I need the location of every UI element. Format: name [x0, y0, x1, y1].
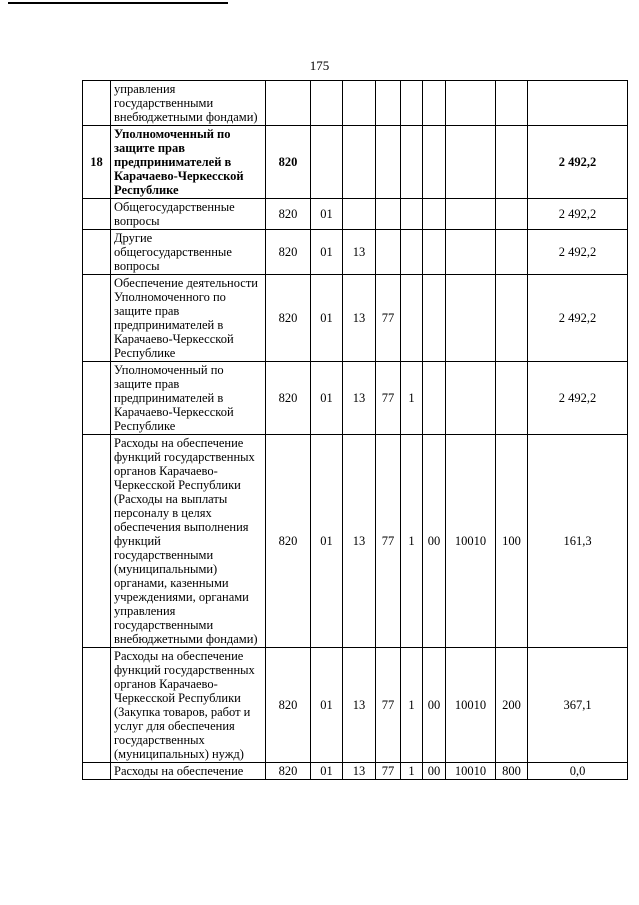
row-name: Общегосударственные вопросы	[111, 199, 266, 230]
cell-csr-2: 1	[401, 362, 423, 435]
cell-vr	[496, 199, 528, 230]
row-index	[83, 275, 111, 362]
cell-rz: 01	[311, 362, 343, 435]
cell-gr: 820	[266, 275, 311, 362]
cell-csr-1: 77	[376, 275, 401, 362]
cell-csr-2	[401, 275, 423, 362]
cell-csr-2	[401, 230, 423, 275]
cell-vr	[496, 275, 528, 362]
cell-vr: 800	[496, 763, 528, 780]
cell-pr: 13	[343, 362, 376, 435]
cell-gr: 820	[266, 435, 311, 648]
cell-rz: 01	[311, 199, 343, 230]
cell-csr-4: 10010	[446, 763, 496, 780]
cell-csr-3	[423, 230, 446, 275]
cell-rz: 01	[311, 763, 343, 780]
table-row	[83, 126, 628, 199]
cell-csr-2	[401, 81, 423, 126]
top-rule	[8, 2, 228, 4]
row-index	[83, 648, 111, 763]
table-row	[83, 230, 628, 275]
cell-vr: 200	[496, 648, 528, 763]
cell-csr-2: 1	[401, 763, 423, 780]
cell-rz: 01	[311, 648, 343, 763]
cell-sum: 2 492,2	[528, 275, 628, 362]
cell-gr	[266, 81, 311, 126]
row-name: Обеспечение деятельности Уполномоченного по защите прав предпринимателей в Карачаево-Черкесской Республике	[111, 275, 266, 362]
cell-gr: 820	[266, 230, 311, 275]
row-name: Расходы на обеспечение функций государственных органов Карачаево-Черкесской Республики (Расходы на выплаты персоналу в целях обеспечения выполнения функций государственными (муниципальными) органами, казенными учреждениями, органами управления государственными внебюджетными фондами)	[111, 435, 266, 648]
cell-sum	[528, 81, 628, 126]
cell-csr-1: 77	[376, 362, 401, 435]
row-name: Уполномоченный по защите прав предпринимателей в Карачаево-Черкесской Республике	[111, 126, 266, 199]
cell-pr: 13	[343, 275, 376, 362]
row-name: Расходы на обеспечение	[111, 763, 266, 780]
cell-sum: 2 492,2	[528, 199, 628, 230]
table-row	[83, 435, 628, 648]
cell-csr-1	[376, 126, 401, 199]
cell-csr-3	[423, 81, 446, 126]
cell-rz: 01	[311, 230, 343, 275]
cell-pr: 13	[343, 763, 376, 780]
row-index	[83, 362, 111, 435]
cell-csr-3: 00	[423, 648, 446, 763]
table-row	[83, 81, 628, 126]
cell-csr-4	[446, 362, 496, 435]
cell-csr-4: 10010	[446, 435, 496, 648]
cell-rz: 01	[311, 275, 343, 362]
row-index: 18	[83, 126, 111, 199]
cell-csr-2	[401, 126, 423, 199]
cell-gr: 820	[266, 763, 311, 780]
row-name: Другие общегосударственные вопросы	[111, 230, 266, 275]
cell-csr-1	[376, 199, 401, 230]
row-index	[83, 230, 111, 275]
cell-csr-2: 1	[401, 648, 423, 763]
budget-table	[82, 80, 628, 780]
cell-csr-4: 10010	[446, 648, 496, 763]
cell-csr-3	[423, 126, 446, 199]
row-index	[83, 199, 111, 230]
row-name: управления государственными внебюджетными фондами)	[111, 81, 266, 126]
cell-csr-2	[401, 199, 423, 230]
cell-sum: 0,0	[528, 763, 628, 780]
cell-vr	[496, 126, 528, 199]
cell-csr-3	[423, 275, 446, 362]
cell-csr-1: 77	[376, 435, 401, 648]
cell-csr-4	[446, 81, 496, 126]
table-row	[83, 763, 628, 780]
cell-csr-1	[376, 81, 401, 126]
cell-sum: 161,3	[528, 435, 628, 648]
cell-pr	[343, 81, 376, 126]
cell-gr: 820	[266, 199, 311, 230]
cell-pr: 13	[343, 435, 376, 648]
cell-csr-2: 1	[401, 435, 423, 648]
row-index	[83, 763, 111, 780]
cell-gr: 820	[266, 362, 311, 435]
row-name: Уполномоченный по защите прав предпринимателей в Карачаево-Черкесской Республике	[111, 362, 266, 435]
cell-vr	[496, 230, 528, 275]
row-index	[83, 435, 111, 648]
cell-gr: 820	[266, 648, 311, 763]
cell-pr: 13	[343, 648, 376, 763]
cell-csr-3	[423, 362, 446, 435]
cell-rz	[311, 81, 343, 126]
cell-vr: 100	[496, 435, 528, 648]
cell-vr	[496, 81, 528, 126]
cell-csr-4	[446, 126, 496, 199]
cell-csr-4	[446, 230, 496, 275]
cell-sum: 2 492,2	[528, 126, 628, 199]
cell-csr-4	[446, 275, 496, 362]
cell-pr	[343, 199, 376, 230]
cell-sum: 2 492,2	[528, 362, 628, 435]
table-row	[83, 275, 628, 362]
cell-sum: 2 492,2	[528, 230, 628, 275]
table-row	[83, 648, 628, 763]
cell-pr: 13	[343, 230, 376, 275]
cell-gr: 820	[266, 126, 311, 199]
cell-vr	[496, 362, 528, 435]
page-number: 175	[309, 58, 330, 73]
row-index	[83, 81, 111, 126]
cell-csr-4	[446, 199, 496, 230]
table-row	[83, 199, 628, 230]
cell-pr	[343, 126, 376, 199]
cell-csr-1	[376, 230, 401, 275]
cell-rz	[311, 126, 343, 199]
cell-csr-1: 77	[376, 763, 401, 780]
table-body	[83, 81, 628, 780]
cell-csr-3: 00	[423, 763, 446, 780]
cell-sum: 367,1	[528, 648, 628, 763]
cell-rz: 01	[311, 435, 343, 648]
table-row	[83, 362, 628, 435]
cell-csr-3: 00	[423, 435, 446, 648]
cell-csr-1: 77	[376, 648, 401, 763]
row-name: Расходы на обеспечение функций государственных органов Карачаево-Черкесской Республики (Закупка товаров, работ и услуг для обеспечения государственных (муниципальных) нужд)	[111, 648, 266, 763]
cell-csr-3	[423, 199, 446, 230]
